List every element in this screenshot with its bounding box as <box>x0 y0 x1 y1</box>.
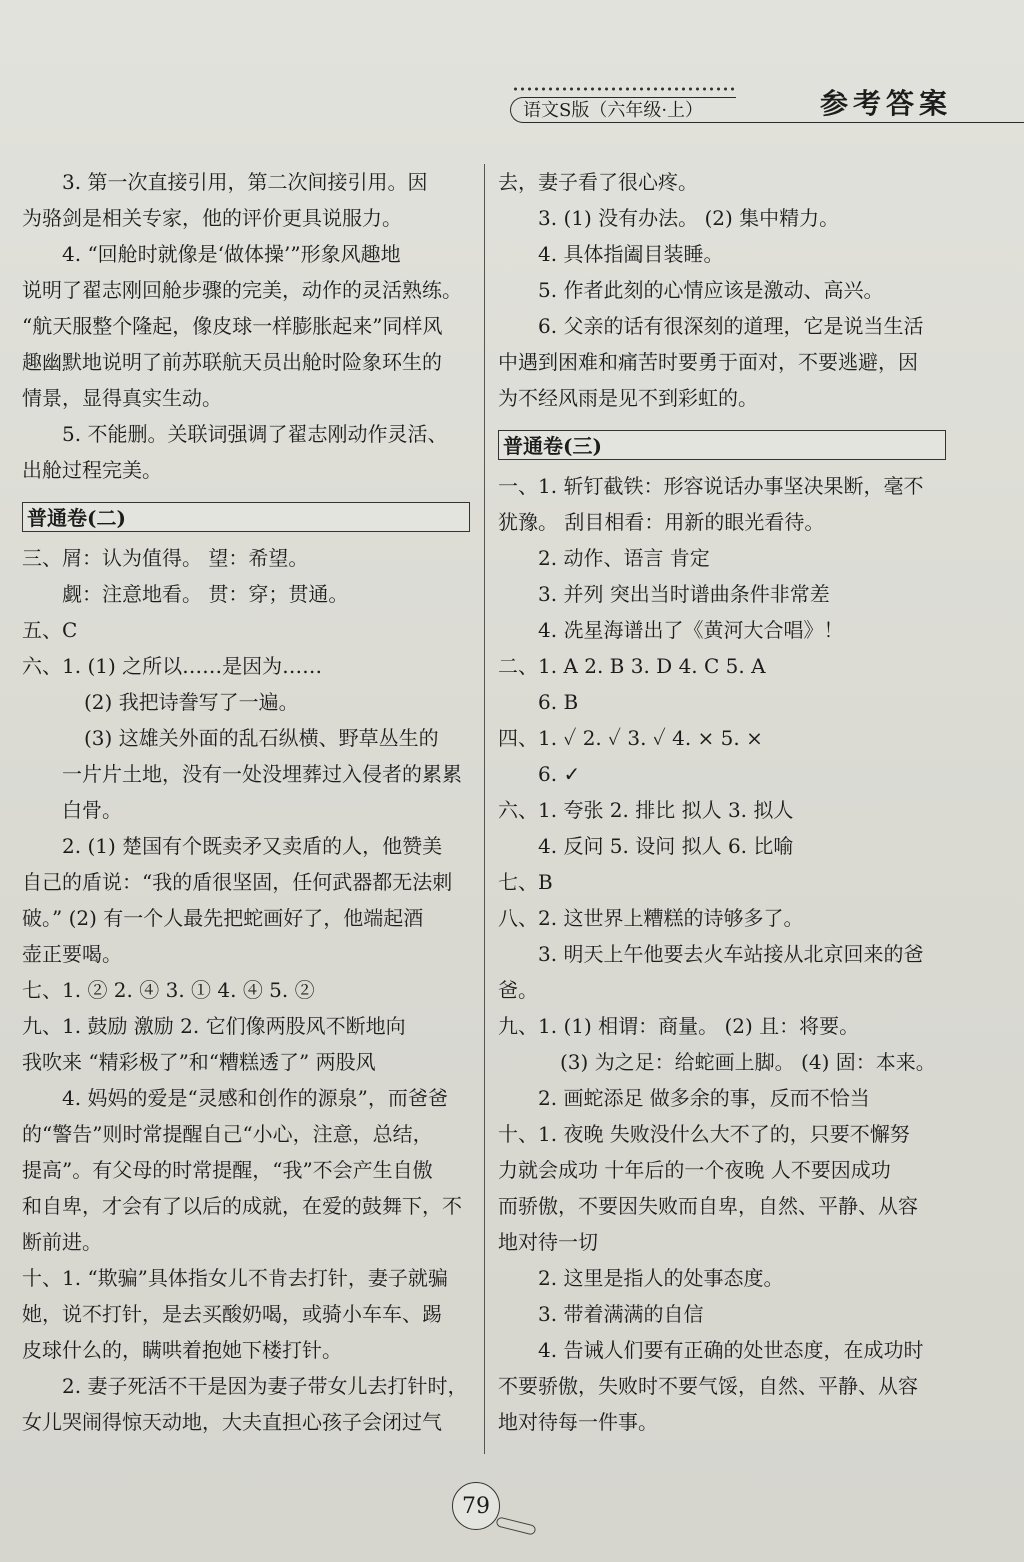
section-heading: 普通卷(二) <box>22 502 470 532</box>
answer-line: 皮球什么的，瞒哄着抱她下楼打针。 <box>22 1338 342 1362</box>
answer-line: 破。” (2) 有一个人最先把蛇画好了，他端起酒 <box>22 906 424 930</box>
answer-line: 去，妻子看了很心疼。 <box>498 170 698 194</box>
answer-line: 出舱过程完美。 <box>22 458 162 482</box>
page-number: 79 <box>452 1482 500 1530</box>
answer-line: 2. 动作、语言 肯定 <box>538 546 710 570</box>
answer-line: 一片片土地，没有一处没埋葬过入侵者的累累 <box>62 762 462 786</box>
answer-line: 4. 告诫人们要有正确的处世态度，在成功时 <box>538 1338 924 1362</box>
answer-line: 断前进。 <box>22 1230 102 1254</box>
answer-line: 四、1. ✓ 2. ✓ 3. ✓ 4. × 5. × <box>498 726 763 750</box>
answer-line: 3. 明天上午他要去火车站接从北京回来的爸 <box>538 942 924 966</box>
answer-line: 六、1. (1) 之所以……是因为…… <box>22 654 323 678</box>
answer-line: 六、1. 夸张 2. 排比 拟人 3. 拟人 <box>498 798 794 822</box>
answer-line: 而骄傲，不要因失败而自卑，自然、平静、从容 <box>498 1194 918 1218</box>
answer-line: 情景，显得真实生动。 <box>22 386 222 410</box>
answer-line: “航天服整个隆起，像皮球一样膨胀起来”同样风 <box>22 314 443 338</box>
edition-label: 语文S版（六年级·上） <box>510 97 736 123</box>
answer-line: 说明了翟志刚回舱步骤的完美，动作的灵活熟练。 <box>22 278 462 302</box>
answer-line: (2) 我把诗誊写了一遍。 <box>84 690 299 714</box>
answer-line: 她，说不打针，是去买酸奶喝，或骑小车车、踢 <box>22 1302 442 1326</box>
header-title: 参考答案 <box>820 87 953 120</box>
answer-line: (3) 这雄关外面的乱石纵横、野草丛生的 <box>84 726 439 750</box>
dotted-rule <box>512 86 734 92</box>
answer-line: 6. ✓ <box>538 762 581 786</box>
answer-line: 提高”。有父母的时常提醒，“我”不会产生自傲 <box>22 1158 433 1182</box>
answer-line: 我吹来 “精彩极了”和“糟糕透了” 两股风 <box>22 1050 376 1074</box>
answer-line: 壶正要喝。 <box>22 942 122 966</box>
answer-line: 为骆剑是相关专家，他的评价更具说服力。 <box>22 206 402 230</box>
answer-line: 一、1. 斩钉截铁：形容说话办事坚决果断，毫不 <box>498 474 924 498</box>
answer-line: 三、屑：认为值得。 望：希望。 <box>22 546 309 570</box>
answer-line: 趣幽默地说明了前苏联航天员出舱时险象环生的 <box>22 350 442 374</box>
answer-line: 6. B <box>538 690 579 714</box>
answer-line: 2. (1) 楚国有个既卖矛又卖盾的人，他赞美 <box>62 834 443 858</box>
answer-line: 犹豫。 刮目相看：用新的眼光看待。 <box>498 510 825 534</box>
answer-line: 中遇到困难和痛苦时要勇于面对，不要逃避，因 <box>498 350 918 374</box>
answer-line: 4. 妈妈的爱是“灵感和创作的源泉”，而爸爸 <box>62 1086 448 1110</box>
answer-line: 女儿哭闹得惊天动地，大夫直担心孩子会闭过气 <box>22 1410 442 1434</box>
answer-line: 和自卑，才会有了以后的成就，在爱的鼓舞下，不 <box>22 1194 462 1218</box>
answer-line: 十、1. “欺骗”具体指女儿不肯去打针，妻子就骗 <box>22 1266 448 1290</box>
answer-line: 4. 冼星海谱出了《黄河大合唱》！ <box>538 618 844 642</box>
answer-line: 3. (1) 没有办法。 (2) 集中精力。 <box>538 206 840 230</box>
answer-line: 不要骄傲，失败时不要气馁，自然、平静、从容 <box>498 1374 918 1398</box>
answer-line: 力就会成功 十年后的一个夜晚 人不要因成功 <box>498 1158 891 1182</box>
answer-line: 地对待一切 <box>498 1230 598 1254</box>
answer-line: 2. 妻子死活不干是因为妻子带女儿去打针时， <box>62 1374 468 1398</box>
answer-line: 2. 画蛇添足 做多余的事，反而不恰当 <box>538 1086 870 1110</box>
answer-line: 七、B <box>498 870 553 894</box>
answer-line: 十、1. 夜晚 失败没什么大不了的，只要不懈努 <box>498 1122 910 1146</box>
answer-line: 自己的盾说：“我的盾很坚固，任何武器都无法刺 <box>22 870 453 894</box>
answer-line: 4. “回舱时就像是‘做体操’”形象风趣地 <box>62 242 401 266</box>
answer-line: 5. 作者此刻的心情应该是激动、高兴。 <box>538 278 884 302</box>
answer-line: (3) 为之足：给蛇画上脚。 (4) 固：本来。 <box>560 1050 936 1074</box>
answer-line: 6. 父亲的话有很深刻的道理，它是说当生活 <box>538 314 924 338</box>
answer-line: 4. 反问 5. 设问 拟人 6. 比喻 <box>538 834 794 858</box>
answer-line: 3. 并列 突出当时谱曲条件非常差 <box>538 582 830 606</box>
answer-line: 九、1. (1) 相谓：商量。 (2) 且：将要。 <box>498 1014 860 1038</box>
answer-line: 九、1. 鼓励 激励 2. 它们像两股风不断地向 <box>22 1014 406 1038</box>
answer-line: 地对待每一件事。 <box>498 1410 658 1434</box>
answer-line: 为不经风雨是见不到彩虹的。 <box>498 386 758 410</box>
answer-line: 5. 不能删。关联词强调了翟志刚动作灵活、 <box>62 422 448 446</box>
answer-line: 3. 带着满满的自信 <box>538 1302 704 1326</box>
answer-line: 五、C <box>22 618 78 642</box>
answer-line: 爸。 <box>498 978 538 1002</box>
answer-line: 4. 具体指阖目装睡。 <box>538 242 724 266</box>
header-rule <box>736 122 1024 123</box>
answer-line: 八、2. 这世界上糟糕的诗够多了。 <box>498 906 804 930</box>
answer-line: 2. 这里是指人的处事态度。 <box>538 1266 784 1290</box>
left-column <box>22 164 470 1440</box>
answer-line: 觑：注意地看。 贯：穿；贯通。 <box>62 582 349 606</box>
answer-line: 白骨。 <box>62 798 122 822</box>
answer-line: 七、1. ② 2. ④ 3. ① 4. ④ 5. ② <box>22 978 315 1002</box>
answer-line: 二、1. A 2. B 3. D 4. C 5. A <box>498 654 766 678</box>
right-column <box>498 164 946 1440</box>
answer-line: 的“警告”则时常提醒自己“小心，注意，总结， <box>22 1122 433 1146</box>
section-heading: 普通卷(三) <box>498 430 946 460</box>
column-divider <box>484 164 485 1454</box>
page-header <box>0 0 1024 130</box>
answer-line: 3. 第一次直接引用，第二次间接引用。因 <box>62 170 428 194</box>
